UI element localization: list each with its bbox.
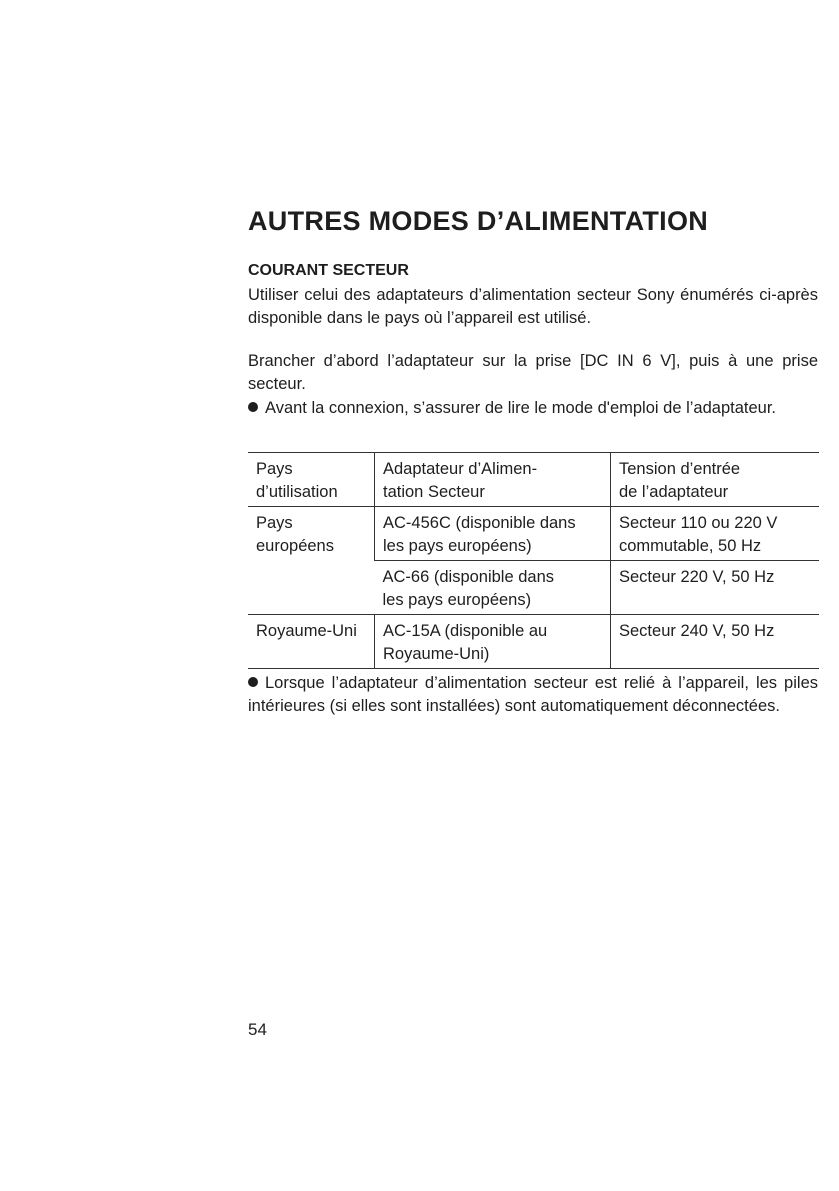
cell-voltage: Secteur 240 V, 50 Hz <box>611 615 820 669</box>
cell-country: Royaume-Uni <box>248 615 375 669</box>
section-title: COURANT SECTEUR <box>248 262 409 279</box>
note-after-text: Lorsque l’adaptateur d’alimentation secteur est relié à l’appareil, les piles intérieures (si elles sont installées) sont automatiquement déconnectées. <box>248 674 818 715</box>
note-after-paragraph <box>248 672 818 718</box>
note-before-text: Avant la connexion, s’assurer de lire le mode d'emploi de l’adaptateur. <box>265 399 776 417</box>
table-row <box>248 615 819 669</box>
instruction-paragraph: Brancher d’abord l’adaptateur sur la prise [DC IN 6 V], puis à une prise secteur. <box>248 352 818 393</box>
intro-paragraph: Utiliser celui des adaptateurs d’alimentation secteur Sony énumérés ci-après disponible dans le pays où l’appareil est utilisé. <box>248 286 818 327</box>
bullet-icon <box>248 402 258 412</box>
page-title: AUTRES MODES D’ALIMENTATION <box>248 206 709 236</box>
cell-voltage: Secteur 110 ou 220 V commutable, 50 Hz <box>611 507 820 561</box>
header-country: Pays d’utilisation <box>256 460 338 501</box>
bullet-icon <box>248 677 258 687</box>
cell-adapter: AC-66 (disponible dans les pays européens) <box>375 561 611 615</box>
cell-country: Pays européens <box>248 507 375 615</box>
header-voltage: Tension d’entrée de l’adaptateur <box>611 453 820 507</box>
cell-voltage: Secteur 220 V, 50 Hz <box>611 561 820 615</box>
table-row <box>248 507 819 561</box>
page-number: 54 <box>248 1020 267 1039</box>
header-adapter: Adaptateur d’Alimen- tation Secteur <box>375 453 611 507</box>
table-header-row <box>248 453 819 507</box>
adapter-table <box>248 452 819 669</box>
note-before-paragraph <box>248 397 818 420</box>
cell-adapter: AC-456C (disponible dans les pays européens) <box>375 507 611 561</box>
cell-adapter: AC-15A (disponible au Royaume-Uni) <box>375 615 611 669</box>
